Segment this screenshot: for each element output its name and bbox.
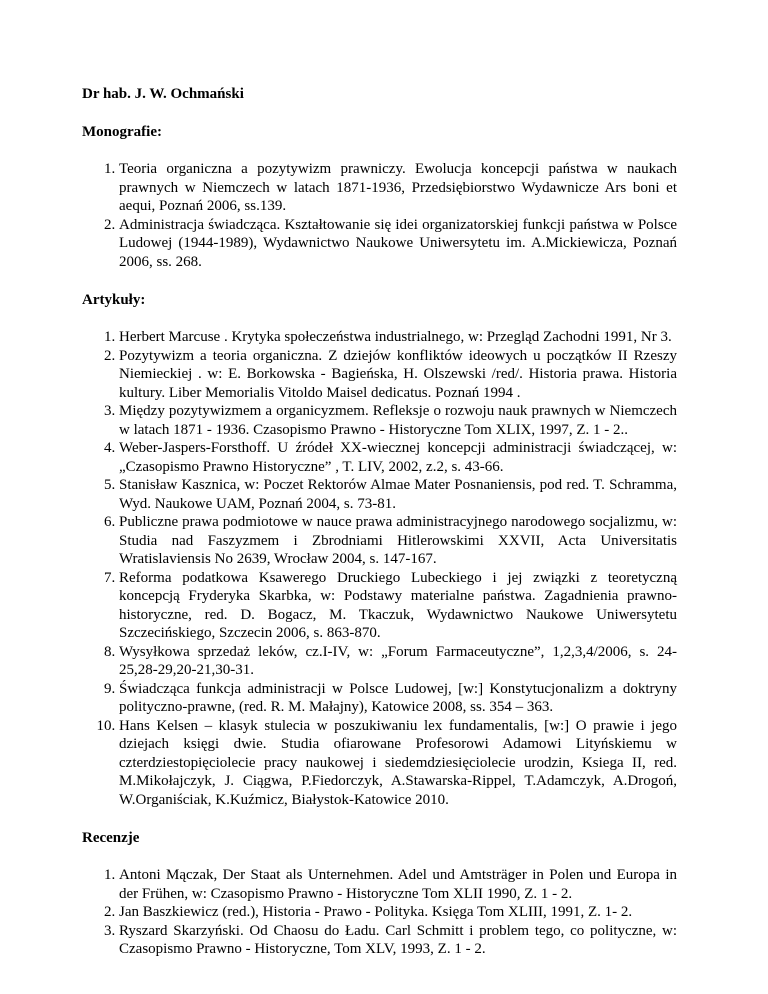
list-item: 3. Między pozytywizmem a organicyzmem. Refleksje o rozwoju nauk prawnych w Niemczech w latach 1871 - 1936. Czasopismo Prawno - Historyczne Tom XLIX, 1997, Z. 1 - 2.. (119, 402, 677, 439)
list-item: 4. Weber-Jaspers-Forsthoff. U źródeł XX-wiecznej koncepcji administracji świadczącej, w: „Czasopismo Prawno Historyczne” , T. LIV, 2002, z.2, s. 43-66. (119, 439, 677, 476)
list-item: 2. Pozytywizm a teoria organiczna. Z dziejów konfliktów ideowych u początków II Rzeszy Niemieckiej . w: E. Borkowska - Bagieńska, H. Olszewski /red/. Historia prawa. Historia kultury. Liber Memorialis Vitoldo Maisel dedicatus. Poznań 1994 . (119, 347, 677, 403)
artykuly-list (82, 328, 677, 809)
monografie-list (82, 160, 677, 271)
section-heading-monografie: Monografie: (82, 124, 162, 140)
recenzje-list (82, 866, 677, 959)
section-heading-artykuly: Artykuły: (82, 292, 146, 308)
section-heading-recenzje: Recenzje (82, 830, 140, 846)
list-item: 6. Publiczne prawa podmiotowe w nauce prawa administracyjnego narodowego socjalizmu, w: Studia nad Faszyzmem i Zbrodniami Hitlerowskimi XXVII, Acta Universitatis Wratislaviensis No 2639, Wrocław 2004, s. 147-167. (119, 513, 677, 569)
document-page (82, 84, 677, 978)
section-monografie (82, 122, 677, 271)
section-recenzje (82, 828, 677, 959)
list-item: 2. Jan Baszkiewicz (red.), Historia - Prawo - Polityka. Księga Tom XLIII, 1991, Z. 1- 2. (119, 903, 677, 922)
author-heading: Dr hab. J. W. Ochmański (82, 86, 244, 102)
list-item: 8. Wysyłkowa sprzedaż leków, cz.I-IV, w: „Forum Farmaceutyczne”, 1,2,3,4/2006, s. 24-25,28-29,20-21,30-31. (119, 643, 677, 680)
list-item: 1. Teoria organiczna a pozytywizm prawniczy. Ewolucja koncepcji państwa w naukach prawnych w Niemczech w latach 1871-1936, Przedsiębiorstwo Wydawnicze Ars boni et aequi, Poznań 2006, ss.139. (119, 160, 677, 216)
list-item: 9. Świadcząca funkcja administracji w Polsce Ludowej, [w:] Konstytucjonalizm a doktryny polityczno-prawne, (red. R. M. Małajny), Katowice 2008, ss. 354 – 363. (119, 680, 677, 717)
list-item: 7. Reforma podatkowa Ksawerego Druckiego Lubeckiego i jej związki z teoretyczną koncepcją Fryderyka Skarbka, w: Podstawy materialne państwa. Zagadnienia prawno-historyczne, red. D. Bogacz, M. Tkaczuk, Wydawnictwo Naukowe Uniwersytetu Szczecińskiego, Szczecin 2006, s. 863-870. (119, 569, 677, 643)
list-item: 3. Ryszard Skarzyński. Od Chaosu do Ładu. Carl Schmitt i problem tego, co polityczne, w: Czasopismo Prawno - Historyczne, Tom XLV, 1993, Z. 1 - 2. (119, 922, 677, 959)
list-item: 1. Herbert Marcuse . Krytyka społeczeństwa industrialnego, w: Przegląd Zachodni 1991, Nr 3. (119, 328, 677, 347)
list-item: 5. Stanisław Kasznica, w: Poczet Rektorów Almae Mater Posnaniensis, pod red. T. Schramma, Wyd. Naukowe UAM, Poznań 2004, s. 73-81. (119, 476, 677, 513)
list-item: 10. Hans Kelsen – klasyk stulecia w poszukiwaniu lex fundamentalis, [w:] O prawie i jego dziejach księgi dwie. Studia ofiarowane Profesorowi Adamowi Lityńskiemu w czterdziestopięciolecie pracy naukowej i siedemdziesięciolecie urodzin, Ksiega II, red. M.Mikołajczyk, J. Ciągwa, P.Fiedorczyk, A.Stawarska-Rippel, T.Adamczyk, A.Drogoń, W.Organiściak, K.Kuźmicz, Białystok-Katowice 2010. (119, 717, 677, 810)
list-item: 2. Administracja świadcząca. Kształtowanie się idei organizatorskiej funkcji państwa w Polsce Ludowej (1944-1989), Wydawnictwo Naukowe Uniwersytetu im. A.Mickiewicza, Poznań 2006, ss. 268. (119, 216, 677, 272)
list-item: 1. Antoni Mączak, Der Staat als Unternehmen. Adel und Amtsträger in Polen und Europa in der Frühen, w: Czasopismo Prawno - Historyczne Tom XLII 1990, Z. 1 - 2. (119, 866, 677, 903)
section-artykuly (82, 290, 677, 809)
